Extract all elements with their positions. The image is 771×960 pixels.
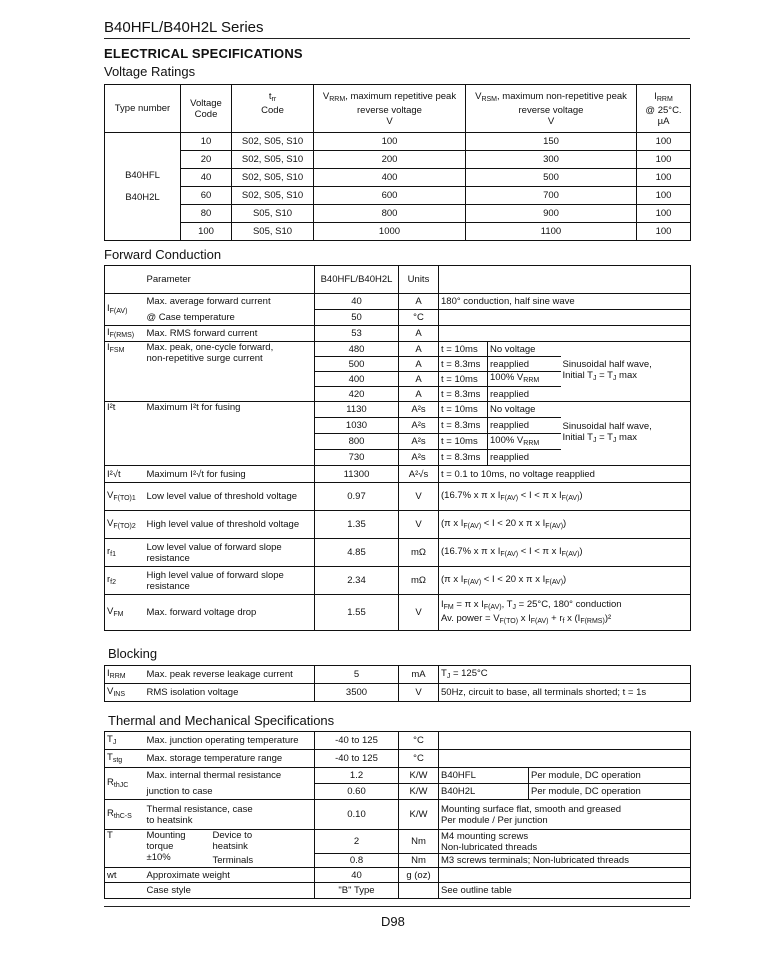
table-row: [105, 402, 691, 418]
table-header-row: [105, 85, 691, 133]
value: 0.8: [315, 854, 399, 868]
table-row: [105, 310, 691, 326]
unit: Nm: [399, 854, 439, 868]
vfm-symbol: $V_{FM}$: [105, 595, 145, 631]
vrrm-value: 100: [314, 133, 466, 151]
value: -40 to 125: [315, 750, 399, 768]
condition: Per module, DC operation: [529, 784, 691, 800]
unit: V: [399, 684, 439, 702]
blocking-table: [104, 665, 691, 702]
condition: 50Hz, circuit to base, all terminals shorted; t = 1s: [439, 684, 691, 702]
table-row: [105, 883, 691, 899]
time: t = 10ms: [439, 342, 488, 357]
table-row: [105, 326, 691, 342]
table-row: [105, 732, 691, 750]
section-title: ELECTRICAL SPECIFICATIONS: [104, 46, 303, 61]
table-row: [105, 133, 691, 151]
table-row: [105, 483, 691, 511]
thermal-title: Thermal and Mechanical Specifications: [108, 713, 335, 728]
vrrm-value: 800: [314, 205, 466, 223]
unit: A: [399, 372, 439, 387]
rf2-symbol: $r_{f2}$: [105, 567, 145, 595]
value: 730: [315, 450, 399, 466]
time: t = 8.3ms: [439, 450, 488, 466]
table-row: [105, 342, 691, 357]
i2rt-symbol: I²√t: [105, 466, 145, 483]
value: 2.34: [315, 567, 399, 595]
col-trr-code: $t_{rr}$ Code: [232, 85, 314, 133]
vrrm-value: 600: [314, 187, 466, 205]
condition: (π x $I_{F(AV)} < I < 20$ x π x $I_{F(AV)}$): [439, 511, 691, 539]
param-desc: Max. average forward current: [145, 294, 315, 310]
unit: A: [399, 387, 439, 402]
unit: A²√s: [399, 466, 439, 483]
param-desc: junction to case: [146, 785, 213, 797]
table-row: [105, 684, 691, 702]
table-row: [105, 205, 691, 223]
condition: (π x $I_{F(AV)} < I < 20$ x π x $I_{F(AV)}$): [439, 567, 691, 595]
vrrm-value: 400: [314, 169, 466, 187]
irrm-value: 100: [637, 223, 691, 241]
table-row: [105, 187, 691, 205]
condition: 100% $V_{RRM}$: [488, 372, 561, 387]
voltage-code: 20: [181, 151, 232, 169]
param-desc: High level value of threshold voltage: [145, 511, 315, 539]
unit: mA: [399, 666, 439, 684]
vrsm-value: 500: [466, 169, 637, 187]
trr-code: S02, S05, S10: [232, 151, 314, 169]
unit: A²s: [399, 434, 439, 450]
irrm-value: 100: [637, 151, 691, 169]
param-desc: Max. RMS forward current: [145, 326, 315, 342]
unit: K/W: [399, 784, 439, 800]
table-row: [105, 151, 691, 169]
table-row: [105, 223, 691, 241]
voltage-ratings-title: Voltage Ratings: [104, 64, 196, 79]
value: 0.10: [315, 800, 399, 830]
rthcs-symbol: $R_{thC-S}$: [105, 800, 145, 830]
value: 420: [315, 387, 399, 402]
wt-symbol: wt: [105, 868, 145, 883]
table-row: [105, 595, 691, 631]
vrsm-value: 700: [466, 187, 637, 205]
unit: Nm: [399, 830, 439, 854]
table-row: [105, 511, 691, 539]
condition: No voltage: [488, 342, 561, 357]
condition: Per module, DC operation: [529, 768, 691, 784]
irms-symbol: $I_{F(RMS)}$: [105, 326, 145, 342]
unit: A: [399, 326, 439, 342]
condition: (16.7% x π x $I_{F(AV)} < I < \pi$ x $I_{F(AV)}$): [439, 483, 691, 511]
time: t = 8.3ms: [439, 357, 488, 372]
value: 50: [315, 310, 399, 326]
value: 40: [315, 868, 399, 883]
col-vrsm: $V_{RSM}$, maximum non-repetitive peak reverse voltage V: [466, 85, 637, 133]
vto2-symbol: $V_{F(TO)2}$: [105, 511, 145, 539]
unit: A: [399, 342, 439, 357]
table-row: [105, 750, 691, 768]
condition: See outline table: [439, 883, 691, 899]
unit: mΩ: [399, 539, 439, 567]
unit: K/W: [399, 768, 439, 784]
condition: reapplied: [488, 357, 561, 372]
value: "B" Type: [315, 883, 399, 899]
condition-note: Sinusoidal half wave, Initial $T_J = T_J$ max: [561, 342, 691, 402]
table-row: [105, 830, 691, 854]
param-desc: @ Case temperature: [146, 311, 235, 323]
forward-conduction-table: [104, 265, 691, 631]
unit: K/W: [399, 800, 439, 830]
value: 4.85: [315, 539, 399, 567]
value: 1030: [315, 418, 399, 434]
footer-rule: [104, 906, 690, 907]
condition: reapplied: [488, 387, 561, 402]
value: 1.55: [315, 595, 399, 631]
part: B40H2L: [439, 784, 529, 800]
unit: V: [399, 595, 439, 631]
time: t = 10ms: [439, 372, 488, 387]
value: 1.35: [315, 511, 399, 539]
voltage-code: 60: [181, 187, 232, 205]
vrsm-value: 150: [466, 133, 637, 151]
param-sub: Device to heatsink: [211, 830, 315, 854]
i2t-symbol: I²t: [105, 402, 145, 466]
value: 11300: [315, 466, 399, 483]
col-units: Units: [399, 266, 439, 294]
voltage-code: 80: [181, 205, 232, 223]
unit: V: [399, 511, 439, 539]
value: 500: [315, 357, 399, 372]
condition: M3 screws terminals; Non-lubricated threads: [439, 854, 691, 868]
table-header-row: [105, 266, 691, 294]
trr-code: S02, S05, S10: [232, 187, 314, 205]
value: 0.60: [315, 784, 399, 800]
trr-code: S05, S10: [232, 205, 314, 223]
col-irrm: $I_{RRM}$ @ 25°C. µA: [637, 85, 691, 133]
table-row: [105, 784, 691, 800]
condition: (16.7% x π x $I_{F(AV)} < I < \pi$ x $I_{F(AV)}$): [439, 539, 691, 567]
param-desc: Maximum I²t for fusing: [145, 402, 315, 466]
irrm-value: 100: [637, 205, 691, 223]
table-row: [105, 169, 691, 187]
condition-note: Sinusoidal half wave, Initial $T_J = T_J$ max: [561, 402, 691, 466]
unit: g (oz): [399, 868, 439, 883]
value: 1.2: [315, 768, 399, 784]
param-desc: Max. peak reverse leakage current: [146, 669, 293, 680]
forward-conduction-title: Forward Conduction: [104, 247, 222, 262]
vrsm-value: 1100: [466, 223, 637, 241]
vins-symbol: $V_{INS}$: [105, 684, 145, 702]
trr-code: S02, S05, S10: [232, 169, 314, 187]
condition: $T_J = 125^\circ C$: [439, 666, 691, 684]
table-row: [105, 666, 691, 684]
header-rule: [104, 38, 690, 39]
vrsm-value: 900: [466, 205, 637, 223]
value: 400: [315, 372, 399, 387]
voltage-ratings-table: [104, 84, 691, 241]
vrsm-value: 300: [466, 151, 637, 169]
trr-code: S02, S05, S10: [232, 133, 314, 151]
col-parameter: Parameter: [146, 274, 191, 285]
value: 53: [315, 326, 399, 342]
time: t = 10ms: [439, 402, 488, 418]
unit: °C: [399, 310, 439, 326]
col-vrrm: $V_{RRM}$, maximum repetitive peak reverse voltage V: [314, 85, 466, 133]
value: 480: [315, 342, 399, 357]
vrrm-value: 200: [314, 151, 466, 169]
unit: A²s: [399, 418, 439, 434]
value: 2: [315, 830, 399, 854]
irrm-symbol: $I_{RRM}$: [107, 667, 126, 680]
param-desc: Max. junction operating temperature: [146, 735, 299, 746]
vto1-symbol: $V_{F(TO)1}$: [105, 483, 145, 511]
series-title: B40HFL/B40H2L Series: [104, 19, 264, 36]
condition: No voltage: [488, 402, 561, 418]
value: 3500: [315, 684, 399, 702]
trr-code: S05, S10: [232, 223, 314, 241]
param-desc: Max. storage temperature range: [145, 750, 315, 768]
param-desc: Max. internal thermal resistance: [145, 768, 315, 784]
unit: V: [399, 483, 439, 511]
table-row: [105, 800, 691, 830]
value: -40 to 125: [315, 732, 399, 750]
value: 800: [315, 434, 399, 450]
time: t = 8.3ms: [439, 418, 488, 434]
param-sub: Terminals: [212, 854, 254, 866]
rthjc-symbol: $R_{thJC}$: [105, 768, 145, 800]
condition: reapplied: [488, 418, 561, 434]
table-row: [105, 294, 691, 310]
param-desc: Maximum I²√t for fusing: [145, 466, 315, 483]
param-desc: Low level value of forward slope resistance: [145, 539, 315, 567]
t-symbol: T: [105, 830, 145, 868]
condition: 100% $V_{RRM}$: [488, 434, 561, 450]
blocking-title: Blocking: [108, 646, 158, 661]
table-row: [105, 868, 691, 883]
param-desc: Max. forward voltage drop: [145, 595, 315, 631]
page-number: D98: [381, 914, 405, 929]
value: 0.97: [315, 483, 399, 511]
condition: reapplied: [488, 450, 561, 466]
condition: $I_{FM} = \pi$ x $I_{F(AV)}$, $T_J = 25^\circ C$, 180° conduction Av. power = $V_{F(TO)}$ x $I_{F(AV)} + r_f$ x $(I_{F(RMS)})^2$: [439, 595, 691, 631]
tj-symbol: $T_J$: [107, 733, 117, 746]
voltage-code: 40: [181, 169, 232, 187]
irrm-value: 100: [637, 169, 691, 187]
voltage-code: 10: [181, 133, 232, 151]
irrm-value: 100: [637, 133, 691, 151]
param-desc: Thermal resistance, case to heatsink: [145, 800, 315, 830]
param-desc: Mounting torque ±10%: [145, 830, 211, 868]
unit: A²s: [399, 402, 439, 418]
param-desc: Case style: [145, 883, 315, 899]
voltage-code: 100: [181, 223, 232, 241]
value: 40: [315, 294, 399, 310]
vrrm-value: 1000: [314, 223, 466, 241]
table-row: [105, 539, 691, 567]
col-part: B40HFL/B40H2L: [315, 266, 399, 294]
irrm-value: 100: [637, 187, 691, 205]
type-cell: B40HFL B40H2L: [125, 170, 160, 203]
col-voltage-code: Voltage Code: [181, 85, 232, 133]
unit: °C: [399, 750, 439, 768]
value: 5: [315, 666, 399, 684]
table-row: [105, 567, 691, 595]
unit: A²s: [399, 450, 439, 466]
condition: Mounting surface flat, smooth and greased Per module / Per junction: [439, 800, 691, 830]
ifsm-symbol: $I_{FSM}$: [105, 342, 145, 402]
rf1-symbol: $r_{f1}$: [105, 539, 145, 567]
time: t = 8.3ms: [439, 387, 488, 402]
thermal-table: [104, 731, 691, 899]
unit: mΩ: [399, 567, 439, 595]
param-desc: High level value of forward slope resistance: [145, 567, 315, 595]
param-desc: Approximate weight: [145, 868, 315, 883]
param-desc: Max. peak, one-cycle forward, non-repetitive surge current: [145, 342, 315, 402]
condition: M4 mounting screws Non-lubricated threads: [439, 830, 691, 854]
tstg-symbol: $T_{stg}$: [105, 750, 145, 768]
time: t = 10ms: [439, 434, 488, 450]
param-desc: Low level value of threshold voltage: [145, 483, 315, 511]
condition: 180° conduction, half sine wave: [439, 294, 691, 310]
unit: °C: [399, 732, 439, 750]
table-row: [105, 466, 691, 483]
param-desc: RMS isolation voltage: [145, 684, 315, 702]
col-type-number: Type number: [105, 85, 181, 133]
part: B40HFL: [439, 768, 529, 784]
condition: t = 0.1 to 10ms, no voltage reapplied: [439, 466, 691, 483]
unit: A: [399, 294, 439, 310]
ifav-symbol: $I_{F(AV)}$: [105, 294, 145, 326]
value: 1130: [315, 402, 399, 418]
unit: A: [399, 357, 439, 372]
table-row: [105, 768, 691, 784]
